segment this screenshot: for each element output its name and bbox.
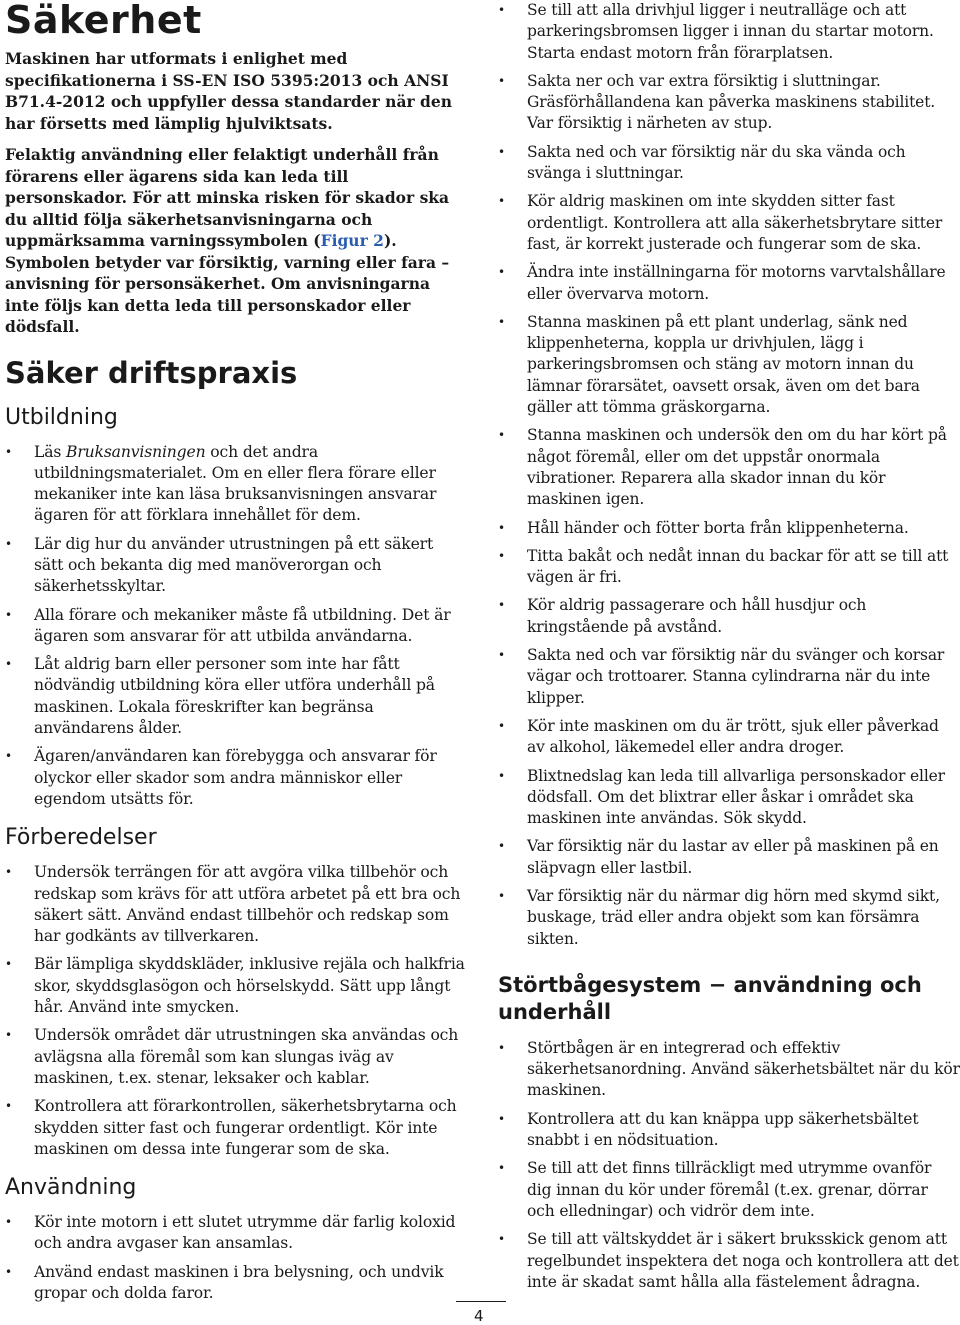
list-item: • Undersök terrängen för att avgöra vilka tillbehör och redskap som krävs för att utföra arbetet på ett bra och säkert sätt. Använd endast tillbehör och redskap som har godkänts av tillverkaren. <box>5 862 465 947</box>
list-item <box>5 442 465 527</box>
rollbar-list <box>498 1038 960 1293</box>
list-item: • Sakta ner och var extra försiktig i sluttningar. Gräsförhållandena kan påverka maskinens stabilitet. Var försiktig i närheten av stup. <box>498 71 960 135</box>
list-item: • Kontrollera att du kan knäppa upp säkerhetsbältet snabbt i en nödsituation. <box>498 1109 960 1152</box>
list-item: • Lär dig hur du använder utrustningen på ett säkert sätt och bekanta dig med manöverorgan och säkerhetsskyltar. <box>5 534 465 598</box>
list-item-text-pre: Läs <box>34 442 67 461</box>
list-item: • Stanna maskinen på ett plant underlag, sänk ned klippenheterna, koppla ur drivhjulen, lägg i parkeringsbromsen och stäng av motorn innan du lämnar förarsätet, oavsett orsak, även om det bara gäller att tömma gräskorgarna. <box>498 312 960 418</box>
left-column <box>5 0 465 1311</box>
list-item: • Alla förare och mekaniker måste få utbildning. Det är ägaren som ansvarar för att utbilda användarna. <box>5 605 465 648</box>
list-item: • Titta bakåt och nedåt innan du backar för att se till att vägen är fri. <box>498 546 960 589</box>
list-item: • Sakta ned och var försiktig när du ska vända och svänga i sluttningar. <box>498 142 960 185</box>
list-item: • Ändra inte inställningarna för motorns varvtalshållare eller övervarva motorn. <box>498 262 960 305</box>
operation-list <box>498 0 960 950</box>
warning-paragraph <box>5 144 465 338</box>
compliance-paragraph: Maskinen har utformats i enlighet med specifikationerna i SS-EN ISO 5395:2013 och ANSI B71.4-2012 och uppfyller dessa standarder när den har försetts med lämplig hjulviktsats. <box>5 49 453 133</box>
list-item: • Undersök området där utrustningen ska användas och avlägsna alla föremål som kan slungas iväg av maskinen, t.ex. stenar, leksaker och kablar. <box>5 1025 465 1089</box>
section-title: Säker driftspraxis <box>5 355 298 390</box>
rollbar-heading: Störtbågesystem − användning och underhåll <box>498 972 922 1024</box>
list-item: • Sakta ned och var försiktig när du svänger och korsar vägar och trottoarer. Stanna cylindrarna när du inte klipper. <box>498 645 960 709</box>
list-item: • Se till att alla drivhjul ligger i neutralläge och att parkeringsbromsen ligger i innan du startar motorn. Starta endast motorn från förarplatsen. <box>498 0 960 64</box>
list-item: • Bär lämpliga skyddskläder, inklusive rejäla och halkfria skor, skyddsglasögon och hörselskydd. Sätt upp långt hår. Använd inte smycken. <box>5 954 465 1018</box>
use-heading: Användning <box>5 1175 137 1201</box>
list-item: • Kontrollera att förarkontrollen, säkerhetsbrytarna och skydden sitter fast och fungerar ordentligt. Kör inte maskinen om dessa inte fungerar som de ska. <box>5 1096 465 1160</box>
page-title: Säkerhet <box>5 0 202 42</box>
prep-list <box>5 862 465 1160</box>
list-item: • Stanna maskinen och undersök den om du har kört på något föremål, eller om det uppstår onormala vibrationer. Reparera alla skador innan du kör maskinen igen. <box>498 425 960 510</box>
manual-title: Bruksanvisningen <box>66 442 206 461</box>
footer-divider <box>456 1301 506 1302</box>
prep-heading: Förberedelser <box>5 825 157 851</box>
training-list <box>5 442 465 811</box>
figure-link[interactable]: Figur 2 <box>320 231 384 250</box>
list-item: • Kör inte motorn i ett slutet utrymme där farlig koloxid och andra avgaser kan ansamlas. <box>5 1212 465 1255</box>
list-item: • Störtbågen är en integrerad och effektiv säkerhetsanordning. Använd säkerhetsbältet när du kör maskinen. <box>498 1038 960 1102</box>
list-item: • Blixtnedslag kan leda till allvarliga personskador eller dödsfall. Om det blixtrar eller åskar i området ska maskinen inte användas. Sök skydd. <box>498 766 960 830</box>
page-number: 4 <box>474 1307 484 1325</box>
list-item: • Var försiktig när du lastar av eller på maskinen på en släpvagn eller lastbil. <box>498 836 960 879</box>
list-item: • Var försiktig när du närmar dig hörn med skymd sikt, buskage, träd eller andra objekt som kan försämra sikten. <box>498 886 960 950</box>
right-column <box>498 0 960 1300</box>
list-item: • Kör inte maskinen om du är trött, sjuk eller påverkad av alkohol, läkemedel eller andra droger. <box>498 716 960 759</box>
list-item: • Låt aldrig barn eller personer som inte har fått nödvändig utbildning köra eller utföra underhåll på maskinen. Lokala föreskrifter kan begränsa användarens ålder. <box>5 654 465 739</box>
list-item-text-post: och det andra utbildningsmaterialet. Om en eller flera förare eller mekaniker inte kan läsa bruksanvisningen ansvarar ägaren för att förklara innehållet för dem. <box>34 442 437 525</box>
list-item: • Använd endast maskinen i bra belysning, och undvik gropar och dolda faror. <box>5 1262 465 1305</box>
list-item: • Håll händer och fötter borta från klippenheterna. <box>498 518 960 539</box>
use-list <box>5 1212 465 1304</box>
warning-text-b: ). Symbolen betyder var försiktig, varning eller fara – anvisning för personsäkerhet. Om anvisningarna inte följs kan detta leda till personskador eller dödsfall. <box>5 231 450 336</box>
list-item: • Se till att vältskyddet är i säkert bruksskick genom att regelbundet inspektera det noga och kontrollera att det inte är skadat samt hålla alla fästelement ådragna. <box>498 1229 960 1293</box>
list-item: • Se till att det finns tillräckligt med utrymme ovanför dig innan du kör under föremål (t.ex. grenar, dörrar och elledningar) och vidrör dem inte. <box>498 1158 960 1222</box>
list-item: • Ägaren/användaren kan förebygga och ansvarar för olyckor eller skador som andra människor eller egendom utsätts för. <box>5 746 465 810</box>
training-heading: Utbildning <box>5 404 118 430</box>
warning-text-a: Felaktig användning eller felaktigt underhåll från förarens eller ägarens sida kan leda till personskador. För att minska risken för skador ska du alltid följa säkerhetsanvisningarna och uppmärksamma varningssymbolen ( <box>5 145 450 250</box>
list-item: • Kör aldrig passagerare och håll husdjur och kringstående på avstånd. <box>498 595 960 638</box>
list-item: • Kör aldrig maskinen om inte skydden sitter fast ordentligt. Kontrollera att alla säkerhetsbrytare sitter fast, är korrekt justerade och fungerar som de ska. <box>498 191 960 255</box>
